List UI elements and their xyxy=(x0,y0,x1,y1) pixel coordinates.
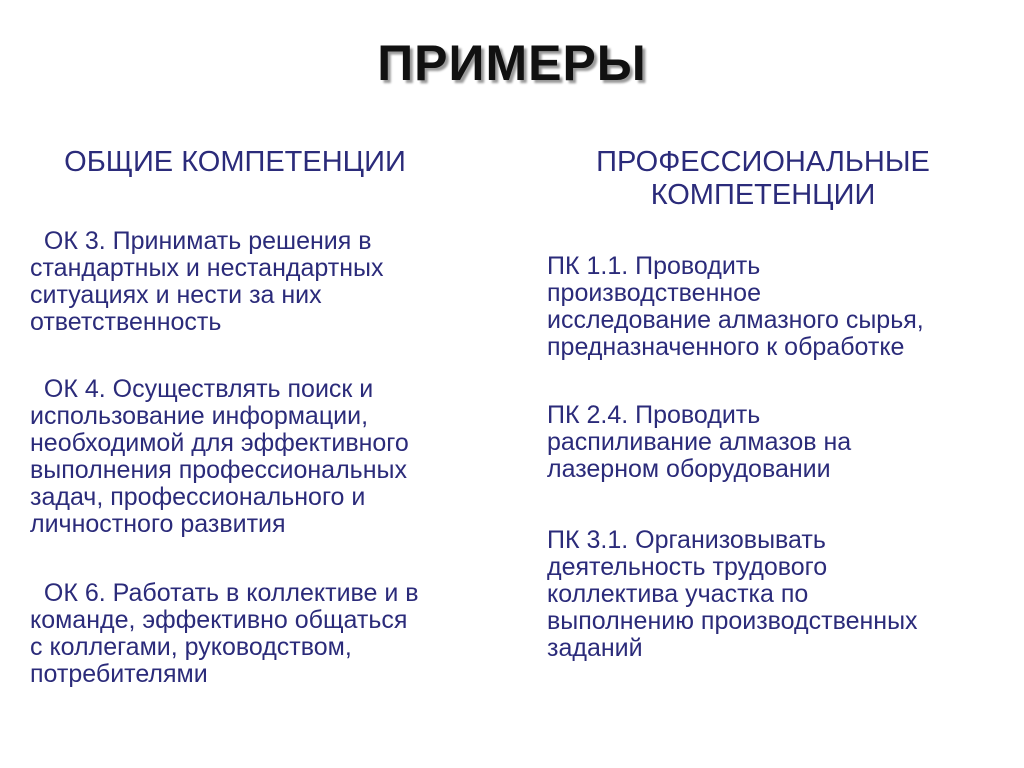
general-competency-ok6: ОК 6. Работать в коллективе и в команде, эффективно общаться с коллегами, руководством, потребителями xyxy=(30,579,419,688)
professional-competencies-heading: ПРОФЕССИОНАЛЬНЫЕ КОМПЕТЕНЦИИ xyxy=(596,146,930,211)
general-competencies-heading: ОБЩИЕ КОМПЕТЕНЦИИ xyxy=(64,146,406,178)
professional-competency-pk31: ПК 3.1. Организовывать деятельность трудового коллектива участка по выполнению производственных заданий xyxy=(547,526,918,662)
professional-competency-pk11: ПК 1.1. Проводить производственное исследование алмазного сырья, предназначенного к обработке xyxy=(547,252,924,361)
slide-title: ПРИМЕРЫ xyxy=(377,35,647,91)
professional-competency-pk24: ПК 2.4. Проводить распиливание алмазов на лазерном оборудовании xyxy=(547,401,852,483)
general-competency-ok3: ОК 3. Принимать решения в стандартных и нестандартных ситуациях и нести за них ответственность xyxy=(30,227,384,336)
general-competency-ok4: ОК 4. Осуществлять поиск и использование информации, необходимой для эффективного выполнения профессиональных задач, профессионального и личностного развития xyxy=(30,375,409,538)
